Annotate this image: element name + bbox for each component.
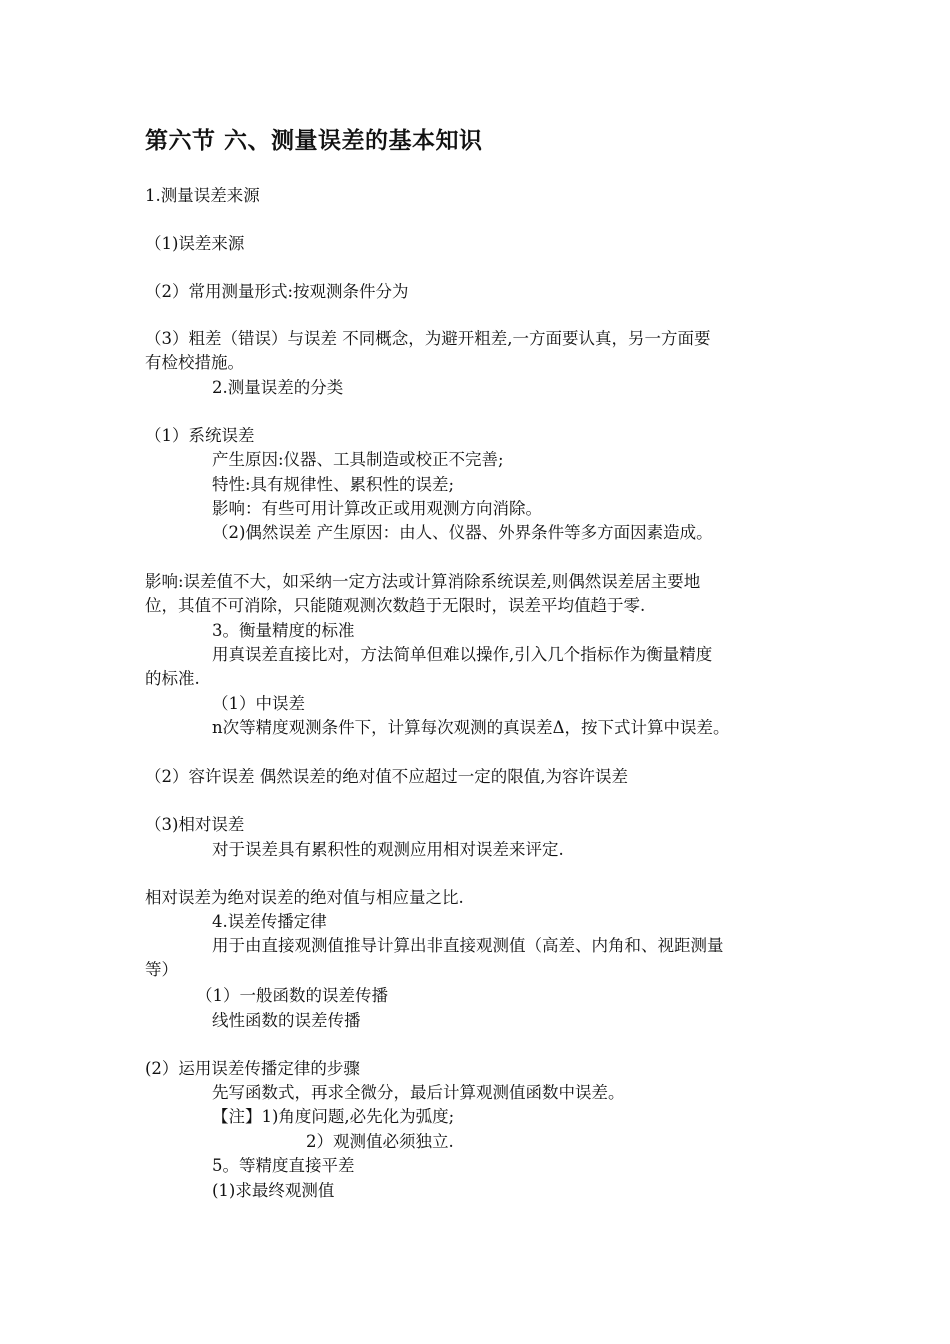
text-line: 的标准. (145, 669, 200, 688)
text-line: 产生原因:仪器、工具制造或校正不完善; (212, 450, 504, 469)
text-line: 5。等精度直接平差 (212, 1156, 355, 1175)
text-line: （2)偶然误差 产生原因：由人、仪器、外界条件等多方面因素造成。 (212, 523, 713, 542)
text-line: （3)相对误差 (145, 815, 245, 834)
text-line: (1)求最终观测值 (212, 1181, 335, 1200)
text-line: 影响：有些可用计算改正或用观测方向消除。 (212, 499, 542, 518)
text-line: 1.测量误差来源 (145, 186, 260, 205)
text-line: 【注】1)角度问题,必先化为弧度; (212, 1107, 455, 1126)
section-title: 第六节 六、测量误差的基本知识 (145, 128, 483, 154)
text-line: (2）运用误差传播定律的步骤 (145, 1059, 360, 1078)
text-line: （3）粗差（错误）与误差 不同概念，为避开粗差,一方面要认真，另一方面要 (145, 329, 711, 348)
text-line: n次等精度观测条件下，计算每次观测的真误差Δ，按下式计算中误差。 (212, 718, 730, 737)
text-line: 特性:具有规律性、累积性的误差; (212, 475, 455, 494)
text-line: 4.误差传播定律 (212, 912, 327, 931)
text-line: 2）观测值必须独立. (306, 1132, 454, 1151)
text-line: （1）系统误差 (145, 426, 255, 445)
text-line: 用于由直接观测值推导计算出非直接观测值（高差、内角和、视距测量 (212, 936, 724, 955)
text-line: 线性函数的误差传播 (212, 1011, 361, 1030)
text-line: 等） (145, 960, 178, 979)
text-line: 用真误差直接比对，方法简单但难以操作,引入几个指标作为衡量精度 (212, 645, 713, 664)
text-line: 先写函数式，再求全微分，最后计算观测值函数中误差。 (212, 1083, 625, 1102)
text-line: 相对误差为绝对误差的绝对值与相应量之比. (145, 888, 464, 907)
text-line: 有检校措施。 (145, 353, 244, 372)
text-line: 影响:误差值不大，如采纳一定方法或计算消除系统误差,则偶然误差居主要地 (145, 572, 701, 591)
text-line: 位，其值不可消除，只能随观测次数趋于无限时，误差平均值趋于零. (145, 596, 646, 615)
text-line: （2）容许误差 偶然误差的绝对值不应超过一定的限值,为容许误差 (145, 767, 628, 786)
text-line: （1)误差来源 (145, 234, 245, 253)
text-line: （1）一般函数的误差传播 (196, 986, 388, 1005)
text-line: （2）常用测量形式:按观测条件分为 (145, 282, 409, 301)
text-line: （1）中误差 (212, 694, 305, 713)
text-line: 对于误差具有累积性的观测应用相对误差来评定. (212, 840, 564, 859)
text-line: 2.测量误差的分类 (212, 378, 344, 397)
text-line: 3。衡量精度的标准 (212, 621, 355, 640)
